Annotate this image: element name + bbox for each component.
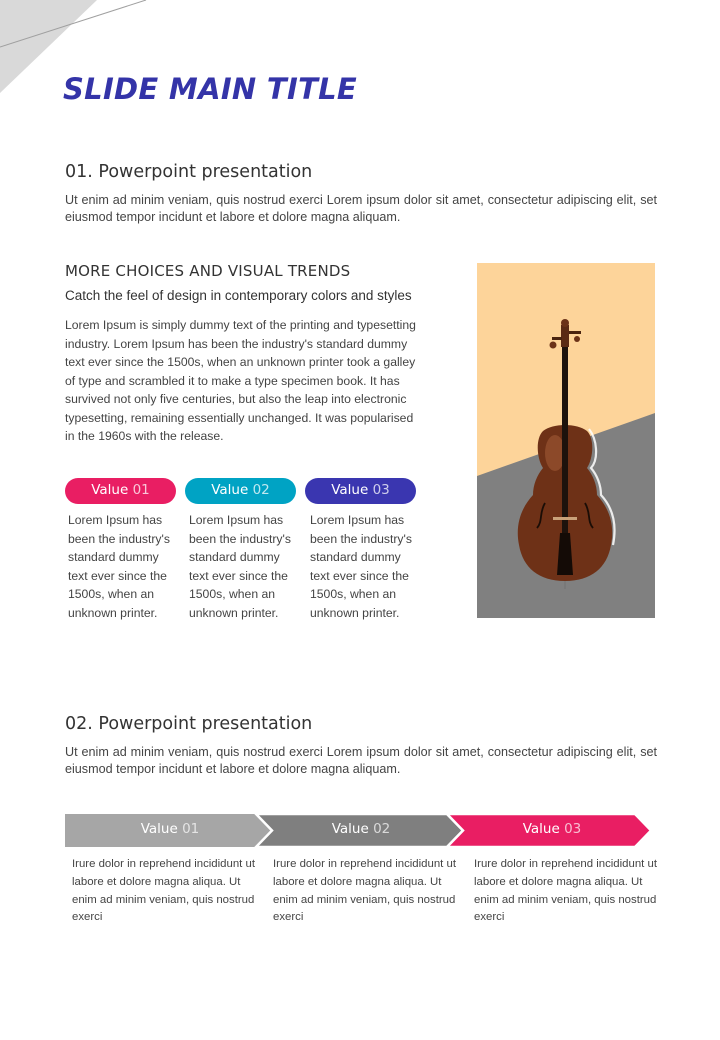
value-pill-02 (185, 478, 296, 504)
value-text-03: Lorem Ipsum has been the industry's standard dummy text ever since the 1500s, when an unknown printer. (310, 513, 412, 620)
pill-number: 03 (372, 482, 390, 498)
arrow-label-03 (447, 814, 657, 847)
feature-subheading: Catch the feel of design in contemporary colors and styles (65, 288, 412, 303)
cello-photo (477, 263, 655, 618)
value-pill-01 (65, 478, 176, 504)
feature-heading: MORE CHOICES AND VISUAL TRENDS (65, 262, 351, 280)
section2-paragraph: Ut enim ad minim veniam, quis nostrud exerci Lorem ipsum dolor sit amet, consectetur adipiscing elit, set eiusmod tempor incidunt et labore et dolore magna aliquam. (65, 745, 657, 776)
arrow-word: Value (522, 821, 565, 837)
arrow-word: Value (140, 821, 183, 837)
step-text-03: Irure dolor in reprehend incididunt ut labore et dolore magna aliqua. Ut enim ad minim veniam, quis nostrud exerci (474, 858, 657, 924)
arrow-number: 03 (564, 821, 582, 837)
value-pill-03 (305, 478, 416, 504)
pill-number: 02 (252, 482, 270, 498)
pill-word: Value (211, 482, 253, 498)
slide-title: SLIDE MAIN TITLE (63, 72, 358, 106)
step-text-01: Irure dolor in reprehend incididunt ut labore et dolore magna aliqua. Ut enim ad minim veniam, quis nostrud exerci (72, 858, 255, 924)
arrow-label-01 (65, 814, 275, 847)
section2-heading: 02. Powerpoint presentation (65, 714, 313, 734)
section1-heading: 01. Powerpoint presentation (65, 162, 313, 182)
arrow-label-02 (256, 814, 466, 847)
feature-body: Lorem Ipsum is simply dummy text of the printing and typesetting industry. Lorem Ipsum has been the industry's standard dummy text ever since the 1500s, when an unknown printer took a galley of type and scrambled it to make a type specimen book. It has survived not only five centuries, but also the leap into electronic typesetting, remaining essentially unchanged. It was popularised in the 1960s with the release. (65, 318, 416, 443)
arrow-number: 01 (182, 821, 200, 837)
pill-word: Value (331, 482, 373, 498)
pill-word: Value (91, 482, 133, 498)
step-text-02: Irure dolor in reprehend incididunt ut labore et dolore magna aliqua. Ut enim ad minim veniam, quis nostrud exerci (273, 858, 456, 924)
value-text-02: Lorem Ipsum has been the industry's standard dummy text ever since the 1500s, when an unknown printer. (189, 513, 291, 620)
arrow-word: Value (331, 821, 374, 837)
section1-paragraph: Ut enim ad minim veniam, quis nostrud exerci Lorem ipsum dolor sit amet, consectetur adipiscing elit, set eiusmod tempor incidunt et labore et dolore magna aliquam. (65, 193, 657, 224)
arrow-number: 02 (373, 821, 391, 837)
value-text-01: Lorem Ipsum has been the industry's standard dummy text ever since the 1500s, when an unknown printer. (68, 513, 170, 620)
pill-number: 01 (132, 482, 150, 498)
